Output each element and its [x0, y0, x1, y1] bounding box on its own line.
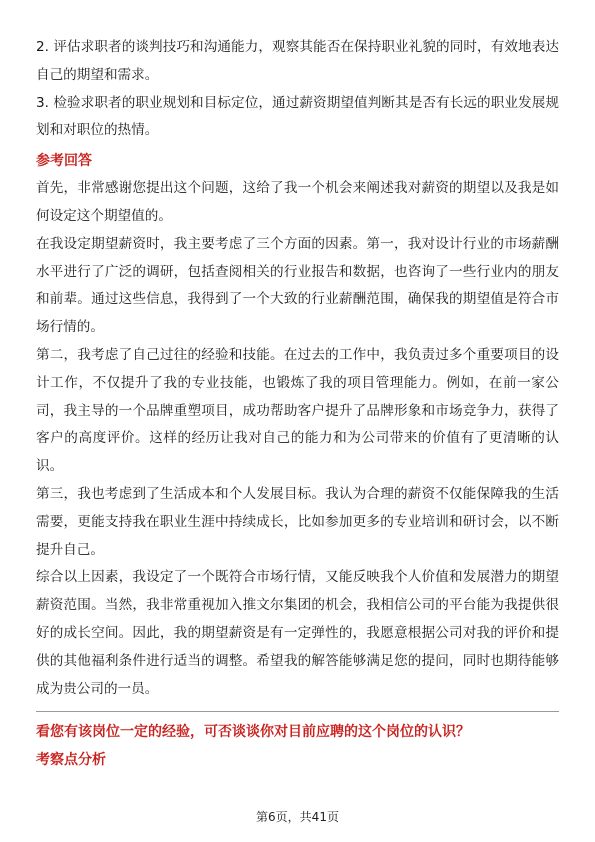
- answer-paragraph-intro: 首先，非常感谢您提出这个问题，这给了我一个机会来阐述我对薪资的期望以及我是如何设定这个期望值的。: [36, 180, 559, 224]
- evaluation-item-2: 2. 评估求职者的谈判技巧和沟通能力，观察其能否在保持职业礼貌的同时，有效地表达自己的期望和需求。: [36, 39, 559, 83]
- evaluation-item-3: 3. 检验求职者的职业规划和目标定位，通过薪资期望值判断其是否有长远的职业发展规划和对职位的热情。: [36, 94, 559, 139]
- section-divider: [36, 711, 559, 712]
- next-question-heading: 看您有该岗位一定的经验，可否谈谈你对目前应聘的这个岗位的认识？: [36, 724, 470, 741]
- page-number-footer: 第6页，共41页: [256, 810, 339, 824]
- answer-paragraph-market: 在我设定期望薪资时，我主要考虑了三个方面的因素。第一，我对设计行业的市场薪酬水平进行了广泛的调研，包括查阅相关的行业报告和数据，也咨询了一些行业内的朋友和前辈。通过这些信息，我得到了一个大致的行业薪酬范围，确保我的期望值是符合市场行情的。: [36, 235, 559, 336]
- analysis-heading: 考察点分析: [36, 752, 106, 769]
- answer-paragraph-summary: 综合以上因素，我设定了一个既符合市场行情，又能反映我个人价值和发展潜力的期望薪资范围。当然，我非常重视加入推文尔集团的机会，我相信公司的平台能为我提供很好的成长空间。因此，我的期望薪资是有一定弹性的，我愿意根据公司对我的评价和提供的其他福利条件进行适当的调整。希望我的解答能够满足您的提问，同时也期待能够成为贵公司的一员。: [36, 569, 559, 697]
- answer-paragraph-experience: 第二，我考虑了自己过往的经验和技能。在过去的工作中，我负责过多个重要项目的设计工作，不仅提升了我的专业技能，也锻炼了我的项目管理能力。例如，在前一家公司，我主导的一个品牌重塑项目，成功帮助客户提升了品牌形象和市场竞争力，获得了客户的高度评价。这样的经历让我对自己的能力和为公司带来的价值有了更清晰的认识。: [36, 346, 559, 475]
- answer-paragraph-living-cost: 第三，我也考虑到了生活成本和个人发展目标。我认为合理的薪资不仅能保障我的生活需要，更能支持我在职业生涯中持续成长，比如参加更多的专业培训和研讨会，以不断提升自己。: [36, 485, 559, 558]
- page-content: [36, 34, 559, 774]
- answer-heading: 参考回答: [36, 153, 92, 170]
